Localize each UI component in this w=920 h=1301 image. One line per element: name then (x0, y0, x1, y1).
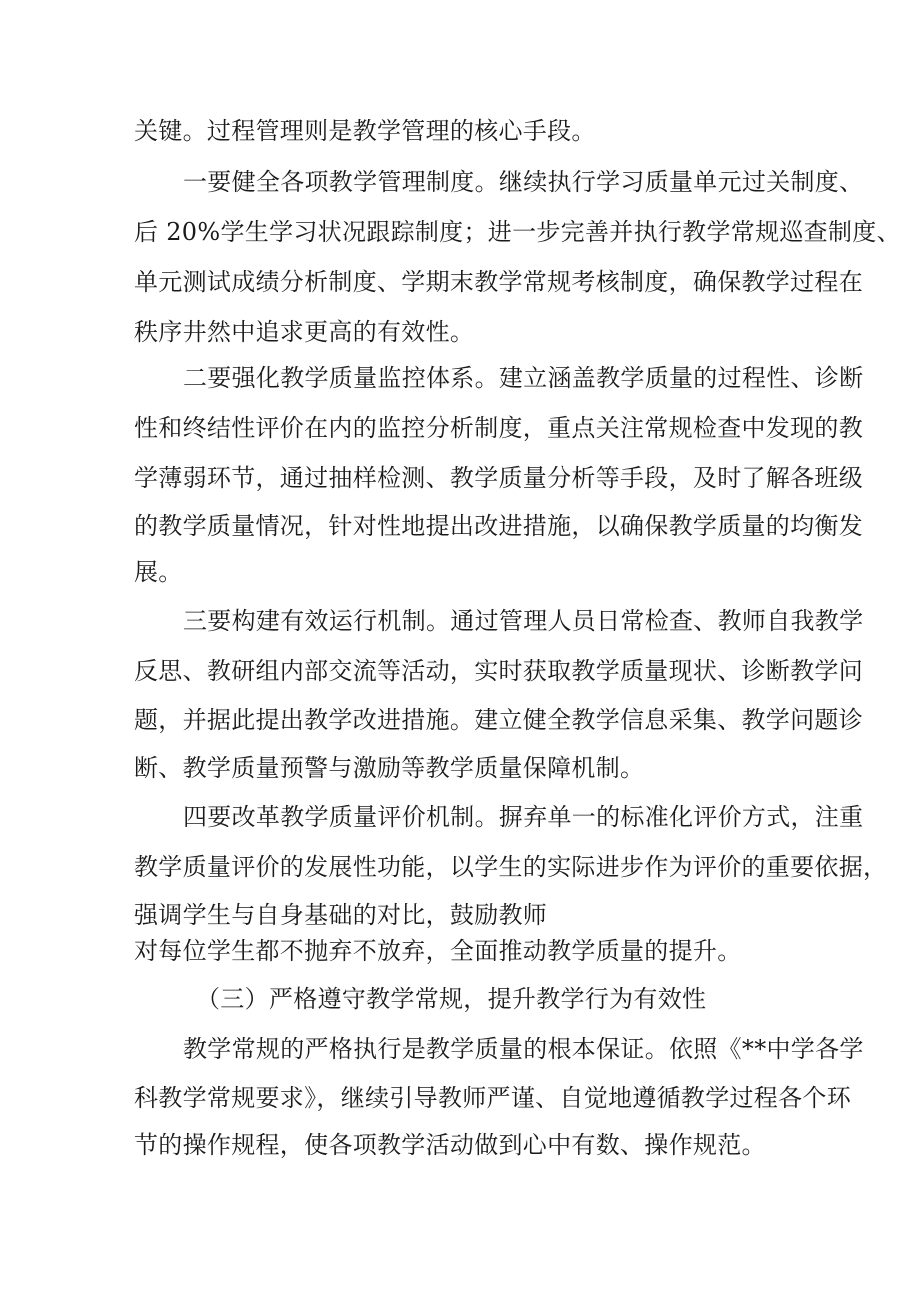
text-line-1: 关键。过程管理则是教学管理的核心手段。 (134, 117, 596, 145)
text-line-10: 展。 (134, 558, 183, 586)
text-line-3: 后 20%学生学习状况跟踪制度；进一步完善并执行教学常规巡查制度、 (134, 218, 901, 246)
text-line-9: 的教学质量情况，针对性地提出改进措施，以确保教学质量的均衡发 (134, 512, 863, 540)
text-line-18: 对每位学生都不抛弃不放弃，全面推动教学质量的提升。 (134, 937, 742, 965)
text-line-5: 秩序井然中追求更高的有效性。 (134, 318, 475, 346)
text-line-11: 三要构建有效运行机制。通过管理人员日常检查、教师自我教学 (183, 607, 864, 635)
text-line-16: 教学质量评价的发展性功能，以学生的实际进步作为评价的重要依据， (134, 853, 888, 881)
text-line-17: 强调学生与自身基础的对比，鼓励教师 (134, 901, 548, 929)
text-line-6: 二要强化教学质量监控体系。建立涵盖教学质量的过程性、诊断 (183, 364, 864, 392)
text-line-7: 性和终结性评价在内的监控分析制度，重点关注常规检查中发现的教 (134, 414, 863, 442)
text-line-19: 教学常规的严格执行是教学质量的根本保证。依照《**中学各学 (183, 1035, 864, 1063)
text-line-15: 四要改革教学质量评价机制。摒弃单一的标准化评价方式，注重 (183, 803, 864, 831)
text-line-13: 题，并据此提出教学改进措施。建立健全教学信息采集、教学问题诊 (134, 706, 863, 734)
section-heading: （三）严格遵守教学常规，提升教学行为有效性 (196, 985, 707, 1013)
text-line-21: 节的操作规程，使各项教学活动做到心中有数、操作规范。 (134, 1131, 766, 1159)
text-line-2: 一要健全各项教学管理制度。继续执行学习质量单元过关制度、 (183, 168, 864, 196)
text-line-4: 单元测试成绩分析制度、学期末教学常规考核制度，确保教学过程在 (134, 268, 863, 296)
text-line-14: 断、教学质量预警与激励等教学质量保障机制。 (134, 754, 645, 782)
text-line-8: 学薄弱环节，通过抽样检测、教学质量分析等手段，及时了解各班级 (134, 464, 863, 492)
text-line-12: 反思、教研组内部交流等活动，实时获取教学质量现状、诊断教学问 (134, 657, 863, 685)
text-line-20: 科教学常规要求》，继续引导教师严谨、自觉地遵循教学过程各个环 (134, 1084, 851, 1112)
